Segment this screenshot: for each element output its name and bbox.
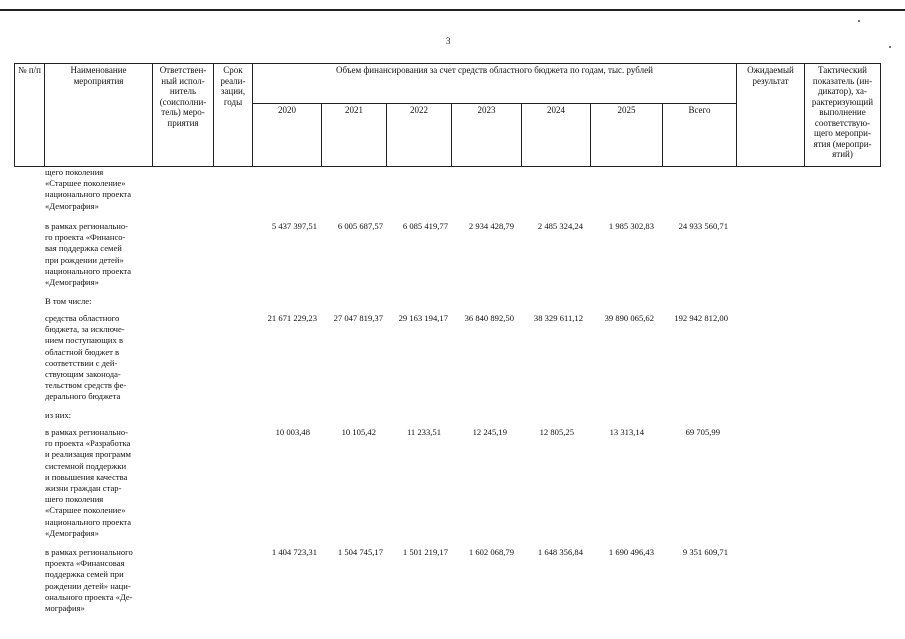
value-total: 9 351 609,71: [682, 547, 728, 557]
value-2020: 1 404 723,31: [271, 547, 317, 557]
header-expected: Ожидаемый результат: [737, 64, 805, 167]
value-2021: 1 504 745,17: [337, 547, 383, 557]
header-year: 2020: [253, 103, 322, 166]
table-header: [14, 63, 881, 167]
top-rule: [0, 9, 905, 11]
value-2025: 1 690 496,43: [608, 547, 654, 557]
value-2022: 1 501 219,17: [402, 547, 448, 557]
value-2020: 10 003,48: [275, 427, 310, 437]
value-2023: 1 602 068,79: [468, 547, 514, 557]
row-label: из них:: [45, 410, 72, 420]
value-total: 24 933 560,71: [678, 221, 728, 231]
header-name: Наименование мероприятия: [45, 64, 153, 167]
value-2022: 11 233,51: [406, 427, 441, 437]
header-year: 2025: [591, 103, 663, 166]
value-2025: 13 313,14: [609, 427, 644, 437]
header-funding: Объем финансирования за счет средств областного бюджета по годам, тыс. рублей: [253, 64, 737, 104]
row-description: щего поколения «Старшее поколение» национального проекта «Демография»: [45, 167, 132, 211]
value-2022: 29 163 194,17: [398, 313, 448, 323]
value-total: 69 705,99: [685, 427, 720, 437]
header-num: № п/п: [15, 64, 45, 167]
value-2024: 38 329 611,12: [533, 313, 583, 323]
value-total: 192 942 812,00: [674, 313, 728, 323]
value-2021: 27 047 819,37: [333, 313, 383, 323]
row-description: в рамках регионально- го проекта «Финансо- вая поддержка семей при рождении детей» национального проекта «Демография»: [45, 221, 132, 288]
header-responsible: Ответствен- ный испол- нитель (соисполни- тель) меро- приятия: [153, 64, 214, 167]
value-2024: 2 485 324,24: [537, 221, 583, 231]
value-2021: 6 005 687,57: [337, 221, 383, 231]
value-2021: 10 105,42: [341, 427, 376, 437]
value-2023: 12 245,19: [472, 427, 507, 437]
value-2025: 39 890 065,62: [604, 313, 654, 323]
header-term: Срок реали- зации, годы: [214, 64, 253, 167]
value-2024: 12 805,25: [539, 427, 574, 437]
value-2022: 6 085 419,77: [402, 221, 448, 231]
value-2020: 21 671 229,23: [267, 313, 317, 323]
row-label: В том числе:: [45, 296, 92, 306]
value-2023: 2 934 428,79: [468, 221, 514, 231]
row-description: в рамках регионально- го проекта «Разработка и реализация программ системной поддержки и повышения качества жизни граждан стар- шего поколения «Старшее поколение» национального проекта «Демография»: [45, 427, 132, 538]
row-description: в рамках регионального проекта «Финансовая поддержка семей при рождении детей» наци- онального проекта «Де- мография»: [45, 547, 133, 614]
header-year: 2023: [452, 103, 522, 166]
speck: [889, 46, 891, 48]
header-indicator: Тактический показатель (ин- дикатор), ха- рактеризующий выполнение соответствую- щего меропри- ятия (меропри- ятий): [805, 64, 881, 167]
header-year: 2021: [322, 103, 387, 166]
header-year: 2022: [387, 103, 452, 166]
header-year-total: Всего: [663, 103, 737, 166]
header-year: 2024: [522, 103, 591, 166]
speck: [858, 20, 860, 22]
value-2024: 1 648 356,84: [537, 547, 583, 557]
value-2020: 5 437 397,51: [271, 221, 317, 231]
value-2023: 36 840 892,50: [464, 313, 514, 323]
value-2025: 1 985 302,83: [608, 221, 654, 231]
row-description: средства областного бюджета, за исключе- нием поступающих в областной бюджет в соответствии с дей- ствующим законода- тельством средств фе- дерального бюджета: [45, 313, 127, 402]
page-number: 3: [446, 36, 451, 46]
